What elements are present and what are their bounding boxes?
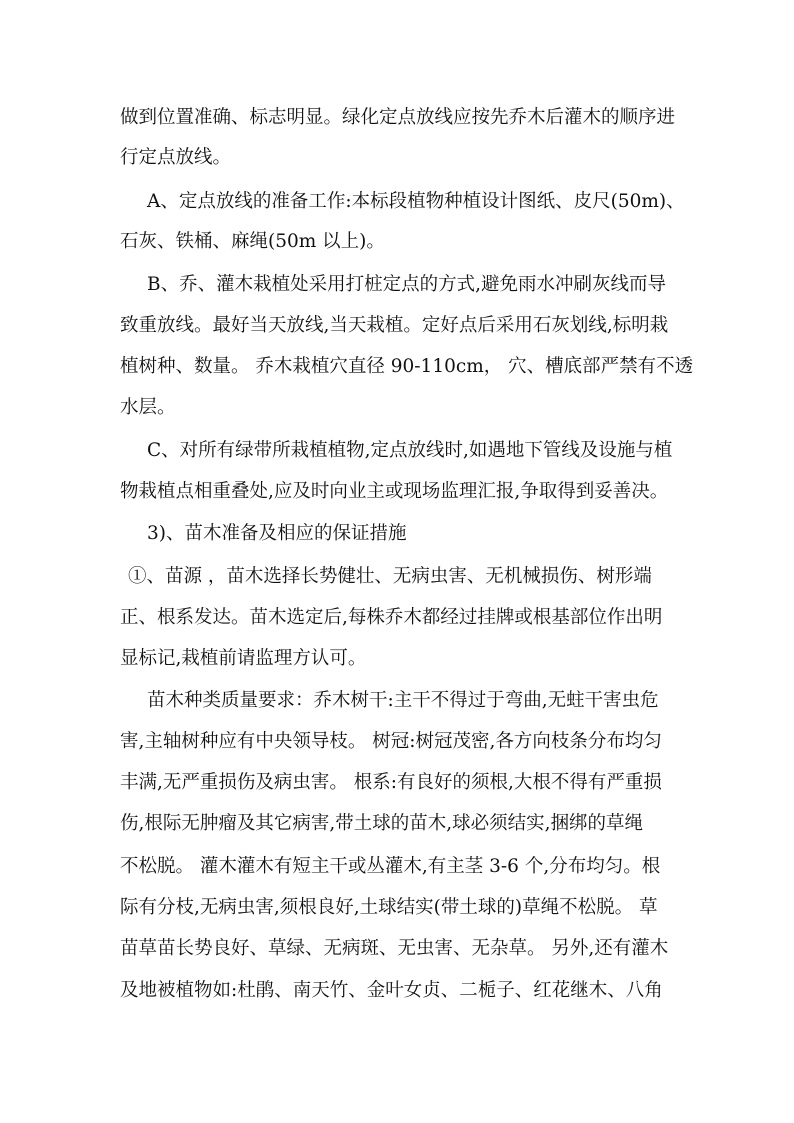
- text-line: 正、根系发达。苗木选定后,每株乔木都经过挂牌或根基部位作出明: [120, 607, 663, 628]
- text-line: 石灰、铁桶、麻绳(50m 以上)。: [120, 231, 385, 252]
- text-line: ①、苗源 ，苗木选择长势健壮、无病虫害、无机械损伤、树形端: [128, 566, 652, 587]
- section-heading: 3)、苗木准备及相应的保证措施: [147, 523, 407, 544]
- text-line: 丰满,无严重损伤及病虫害。 根系:有良好的须根,大根不得有严重损: [120, 772, 662, 793]
- text-line: 害,主轴树种应有中央领导枝。 树冠:树冠茂密,各方向枝条分布均匀: [120, 731, 662, 752]
- text-line: C、对所有绿带所栽植植物,定点放线时,如遇地下管线及设施与植: [147, 440, 673, 461]
- text-line: 水层。: [120, 397, 176, 418]
- text-line: B、乔、灌木栽植处采用打桩定点的方式,避免雨水冲刷灰线而导: [147, 274, 666, 295]
- text-line: 不松脱。 灌木灌木有短主干或丛灌木,有主茎 3-6 个,分布均匀。根: [120, 856, 661, 877]
- text-line: 显标记,栽植前请监理方认可。: [120, 648, 367, 669]
- text-line: 苗木种类质量要求：乔木树干:主干不得过于弯曲,无蛀干害虫危: [147, 690, 659, 711]
- text-line: 物栽植点相重叠处,应及时向业主或现场监理汇报,争取得到妥善决。: [120, 481, 669, 502]
- text-line: 际有分枝,无病虫害,须根良好,土球结实(带土球的)草绳不松脱。 草: [120, 897, 658, 918]
- text-line: 致重放线。最好当天放线,当天栽植。定好点后采用石灰划线,标明栽: [120, 315, 669, 336]
- text-line: 植树种、数量。 乔木栽植穴直径 90-110cm， 穴、槽底部严禁有不透: [120, 356, 694, 377]
- text-line: 及地被植物如:杜鹃、南天竹、金叶女贞、二栀子、红花继木、八角: [120, 980, 663, 1001]
- text-line: 做到位置准确、标志明显。绿化定点放线应按先乔木后灌木的顺序进: [120, 107, 676, 128]
- text-line: 行定点放线。: [120, 147, 232, 168]
- text-line: 伤,根际无肿瘤及其它病害,带土球的苗木,球必须结实,捆绑的草绳: [120, 813, 644, 834]
- text-line: A、定点放线的准备工作:本标段植物种植设计图纸、皮尺(50m)、: [147, 191, 685, 212]
- text-line: 苗草苗长势良好、草绿、无病斑、无虫害、无杂草。 另外,还有灌木: [120, 938, 669, 959]
